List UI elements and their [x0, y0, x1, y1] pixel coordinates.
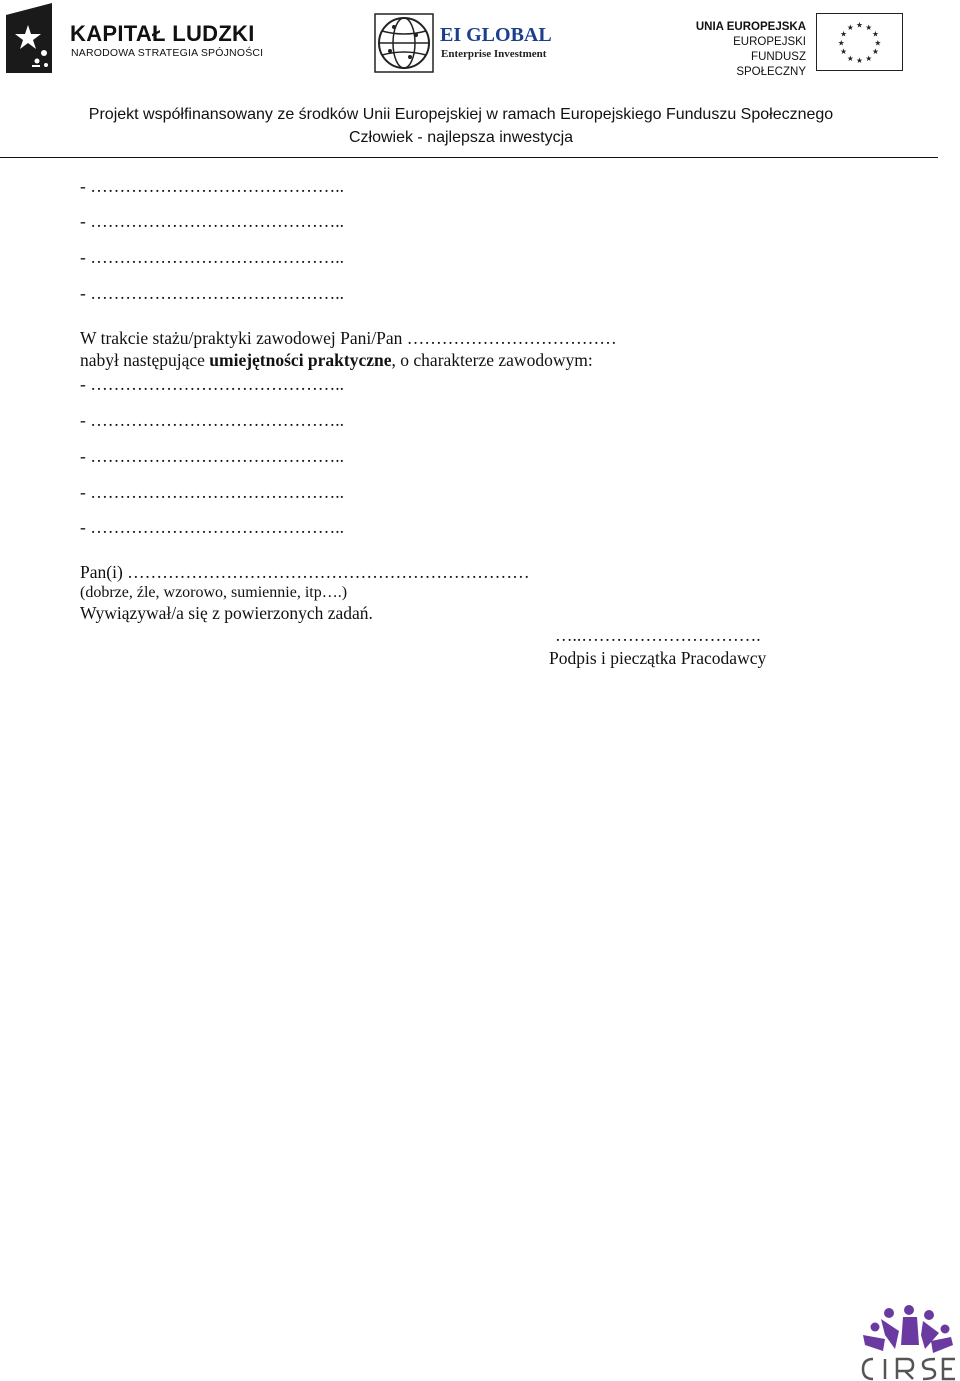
intro-line-1: W trakcie stażu/praktyki zawodowej Pani/Pan ………………………………: [80, 328, 617, 348]
project-cofinancing-line: Projekt współfinansowany ze środków Unii Europejskiej w ramach Europejskiego Funduszu Społecznego: [88, 106, 834, 123]
list2-item: - ……………………………………..: [80, 517, 344, 537]
eu-flag-icon: [816, 13, 903, 71]
svg-text:★: ★: [865, 53, 873, 63]
ei-global-title: EI GLOBAL: [440, 24, 552, 46]
list2-item: - ……………………………………..: [80, 410, 344, 430]
svg-text:★: ★: [874, 38, 882, 48]
svg-text:★: ★: [856, 56, 863, 66]
intro-line-2-end: , o charakterze zawodowym:: [391, 350, 593, 370]
kapital-ludzki-star-icon: [6, 3, 56, 73]
svg-text:★: ★: [856, 20, 863, 30]
svg-text:★: ★: [840, 29, 848, 39]
eu-logo-text: [680, 20, 806, 80]
kapital-ludzki-subtitle: NARODOWA STRATEGIA SPÓJNOŚCI: [71, 47, 264, 59]
people-group-logo-icon: [855, 1305, 960, 1381]
list1-item: - ……………………………………..: [80, 247, 344, 267]
header-divider: [0, 157, 938, 158]
list2-item: - ……………………………………..: [80, 482, 344, 502]
list1-item: - ……………………………………..: [80, 283, 344, 303]
project-slogan: Człowiek - najlepsza inwestycja: [348, 129, 574, 146]
duties-line: Wywiązywał/a się z powierzonych zadań.: [80, 603, 373, 623]
list1-item: - ……………………………………..: [80, 211, 344, 231]
kapital-ludzki-title: KAPITAŁ LUDZKI: [70, 21, 255, 46]
list2-item: - ……………………………………..: [80, 374, 344, 394]
skills-bold-label: umiejętności praktyczne: [209, 350, 392, 370]
list1-item: - ……………………………………..: [80, 176, 344, 196]
svg-text:★: ★: [846, 53, 854, 63]
globe-icon: [374, 13, 434, 73]
intro-line-2-start: nabył następujące: [80, 350, 210, 370]
eu-line1: UNIA EUROPEJSKA: [695, 21, 806, 33]
ei-global-subtitle: Enterprise Investment: [441, 48, 547, 60]
svg-text:★: ★: [871, 29, 879, 39]
pan-line: Pan(i) ……………………………………………………………: [80, 562, 530, 582]
intro-line-2: [80, 350, 593, 371]
hint-line: (dobrze, źle, wzorowo, sumiennie, itp….): [80, 584, 348, 601]
eu-line3: FUNDUSZ SPOŁECZNY: [736, 51, 806, 78]
svg-text:★: ★: [840, 47, 848, 57]
svg-text:★: ★: [871, 47, 879, 57]
signature-label: Podpis i pieczątka Pracodawcy: [549, 648, 767, 668]
signature-dots: …..………………………….: [555, 625, 761, 645]
svg-text:★: ★: [837, 38, 845, 48]
svg-text:★: ★: [846, 22, 854, 32]
svg-text:★: ★: [865, 22, 873, 32]
eu-line2: EUROPEJSKI: [733, 36, 806, 48]
list2-item: - ……………………………………..: [80, 446, 344, 466]
